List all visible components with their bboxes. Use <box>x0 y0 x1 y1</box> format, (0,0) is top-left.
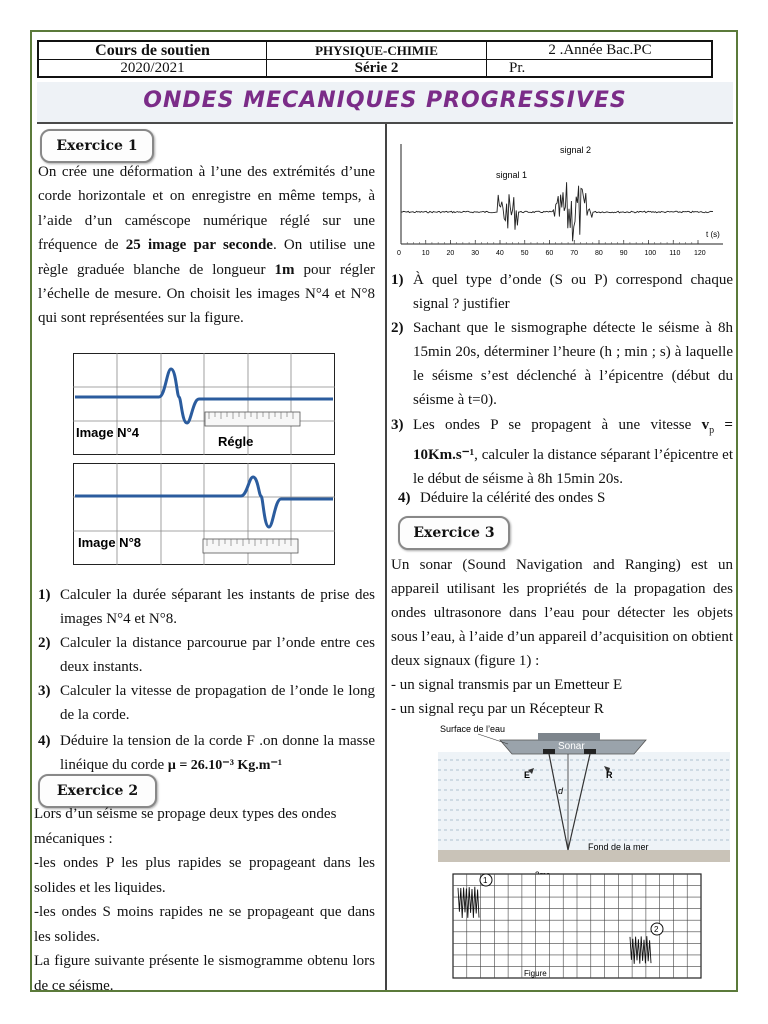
seismogram-tick-label: 90 <box>619 250 628 257</box>
seismogram-tick-label: 10 <box>421 250 430 257</box>
ex3-receiver-line: - un signal reçu par un Récepteur R <box>391 701 604 717</box>
seismogram <box>393 136 733 264</box>
seismogram-tick-label: 110 <box>669 250 681 257</box>
signal-2-marker: 2 <box>654 925 659 934</box>
exercise-2-label: Exercice 2 <box>38 774 157 808</box>
ex2-question-3: 3) Les ondes P se propagent à une vitesse $v_p = 10Km.s^{-1}$, calculer la distance séparant l’épicentre et le début de séisme à 8h 15min 20s. <box>391 417 733 487</box>
linear-mass-value: μ = 26.10⁻³ Kg.m⁻¹ <box>167 758 283 773</box>
surface-label: Surface de l’eau <box>440 724 506 734</box>
ex2-question-1: 1) À quel type d’onde (S ou P) correspond chaque signal ? justifier <box>391 272 733 312</box>
header-teacher: Pr. <box>509 60 526 76</box>
seismogram-tick-label: 0 <box>397 250 401 257</box>
header-year: 2020/2021 <box>39 60 267 77</box>
ex1-text-e: pour régler l’échelle de mesure. On choisit les images N°4 et N°8 qui sont représentées sur la figure. <box>38 261 376 327</box>
ex1-question-2: 2) Calculer la distance parcourue par l’onde entre ces deux instants. <box>38 635 375 675</box>
page-title: ONDES MECANIQUES PROGRESSIVES <box>143 88 627 113</box>
depth-label: d <box>558 786 564 796</box>
seismogram-tick-label: 70 <box>570 250 579 257</box>
column-divider <box>385 124 387 990</box>
seismogram-tick-label: 30 <box>471 250 480 257</box>
ex1-text-a: On crée une déformation à l’une des extrémités d’une corde horizontale et on enregistre en même temps, à l’aide d’un caméscope numérique réglé sur une fréquence de <box>38 164 375 254</box>
sonar-oscillogram <box>452 868 704 984</box>
ex2-intro: Lors d’un séisme se propage deux types des ondes mécaniques : <box>34 806 337 847</box>
header-subject: PHYSIQUE-CHIMIE <box>267 42 487 59</box>
header-level: 2 .Année Bac.PC <box>548 42 652 58</box>
exercise-3-statement <box>391 553 733 721</box>
ex1-text-frequency: 25 image par seconde <box>125 237 273 254</box>
seismogram-tick-label: 100 <box>644 250 657 257</box>
sonar-label: Sonar <box>558 741 585 752</box>
exercise-1-statement <box>38 160 375 331</box>
seismogram-tick-label: 120 <box>694 250 706 257</box>
ex2-question-4: 4) Déduire la célérité des ondes S <box>398 490 606 506</box>
ex3-emitter-line: - un signal transmis par un Emetteur E <box>391 677 623 693</box>
time-axis-label: t (s) <box>706 230 720 239</box>
header-course: Cours de soutien <box>39 42 267 59</box>
signal-2-label: signal 2 <box>560 145 592 155</box>
sonar-diagram <box>438 722 730 870</box>
emitter-label: E <box>524 770 531 780</box>
exercise-1-label: Exercice 1 <box>40 129 154 163</box>
figure-caption: Figure <box>524 969 547 978</box>
image-8-label: Image N°8 <box>78 535 142 550</box>
rope-image-4 <box>73 353 335 455</box>
seismogram-tick-label: 20 <box>446 250 455 257</box>
seismogram-trace <box>401 182 713 241</box>
signal-1-label: signal 1 <box>496 170 528 180</box>
ex1-question-1: 1) Calculer la durée séparant les instants de prise des images N°4 et N°8. <box>38 587 375 627</box>
exercise-3-label: Exercice 3 <box>398 516 510 550</box>
seismogram-tick-label: 80 <box>595 250 603 257</box>
ex2-figure-intro: La figure suivante présente le sismogramme obtenu lors de ce séisme. <box>34 953 375 994</box>
image-4-label: Image N°4 <box>76 425 140 440</box>
ex2-question-2: 2) Sachant que le sismographe détecte le séisme à 8h 15min 20s, déterminer l’heure (h ; min ; s) à laquelle le séisme s’est déclenché à l’épicentre (début du séisme à t=0). <box>391 320 733 408</box>
seismogram-tick-label: 60 <box>545 250 554 257</box>
sea-floor-label: Fond de la mer <box>588 842 649 852</box>
ex1-question-4: 4) Déduire la tension de la corde F .on donne la masse linéique du corde μ = 26.10⁻³ Kg.m⁻¹ <box>38 733 375 773</box>
ex1-q4-text: Déduire la tension de la corde F .on donne la masse linéique du corde <box>60 733 375 773</box>
exercise-2-statement <box>34 802 375 998</box>
ex2-p-waves: -les ondes P les plus rapides se propageant dans les solides et les liquides. <box>34 855 375 896</box>
seismogram-tick-label: 50 <box>520 250 529 257</box>
velocity-symbol: v <box>701 417 710 433</box>
sea-floor <box>438 850 730 862</box>
header-series: Série 2 <box>267 60 487 77</box>
velocity-value: = 10Km.s⁻¹ <box>413 417 733 463</box>
ex1-text-c: . On utilise une règle graduée blanche de longueur <box>38 237 376 278</box>
signal-1-marker: 1 <box>483 876 488 885</box>
title-bar <box>37 82 733 124</box>
seismogram-ticks <box>397 240 706 257</box>
ex3-intro: Un sonar (Sound Navigation and Ranging) est un appareil utilisant les propriétés de la propagation des ondes ultrasonore dans l’eau pour détecter les objets sous l’eau, à l’aide d’un appareil d’acquisition on obtient deux signaux (figure 1) : <box>391 557 733 669</box>
ex2-s-waves: -les ondes S moins rapides ne se propageant que dans les solides. <box>34 904 375 945</box>
ex1-text-length: 1m <box>274 261 295 278</box>
ex1-question-3: 3) Calculer la vitesse de propagation de l’onde le long de la corde. <box>38 683 375 723</box>
header-table <box>37 40 713 78</box>
receiver-label: R <box>606 770 613 780</box>
rope-image-8 <box>73 463 335 565</box>
ruler-label: Régle <box>218 434 254 449</box>
seismogram-tick-label: 40 <box>496 250 504 257</box>
